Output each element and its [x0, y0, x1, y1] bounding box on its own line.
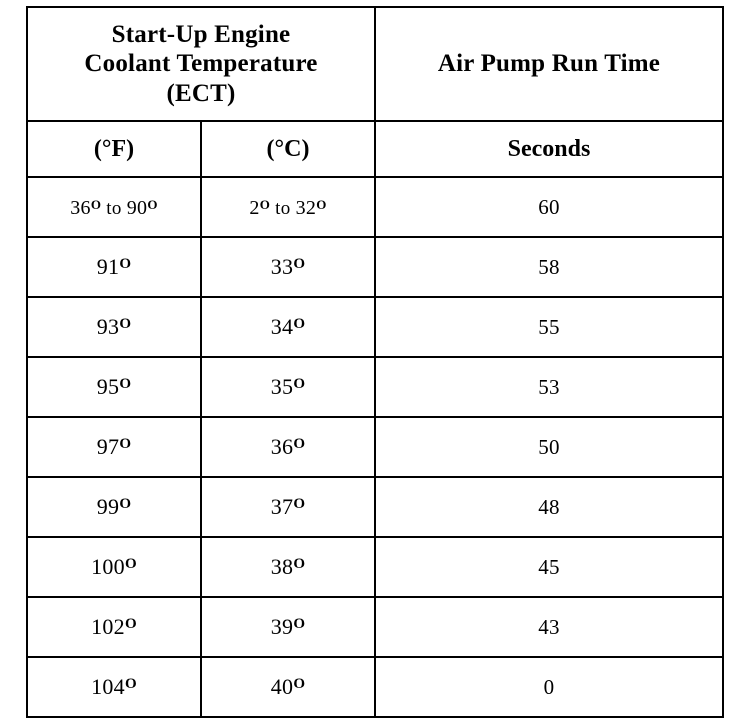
cell-fahrenheit [27, 537, 201, 597]
cell-celsius-value: 36 [270, 434, 294, 459]
degree-symbol-icon: O [293, 676, 306, 692]
degree-symbol-icon: O [293, 556, 306, 572]
cell-fahrenheit [27, 657, 201, 717]
cell-celsius [201, 177, 375, 237]
cell-run-time-seconds: 43 [375, 597, 723, 657]
table-header-row-units [27, 121, 723, 177]
header-ect-title-line3: (ECT) [166, 79, 236, 107]
cell-fahrenheit-value: 100 [91, 554, 125, 579]
degree-symbol-icon: O [293, 256, 306, 272]
header-ect-title-line2: Coolant Temperature [84, 50, 318, 78]
degree-symbol-icon: O [90, 197, 102, 212]
table-row [27, 177, 723, 237]
degree-symbol-icon: O [124, 616, 137, 632]
table-row [27, 537, 723, 597]
table-row [27, 477, 723, 537]
degree-symbol-icon: O [293, 616, 306, 632]
table-body [27, 7, 723, 717]
cell-fahrenheit-value: 97 [96, 434, 120, 459]
table-row [27, 417, 723, 477]
cell-fahrenheit-value: 91 [96, 254, 120, 279]
degree-symbol-icon: O [147, 197, 158, 212]
table-row [27, 357, 723, 417]
cell-run-time-seconds: 45 [375, 537, 723, 597]
degree-symbol-icon: O [119, 376, 132, 392]
cell-celsius-value: 39 [270, 614, 294, 639]
cell-fahrenheit [27, 597, 201, 657]
cell-celsius [201, 537, 375, 597]
cell-fahrenheit-value: 36 [70, 197, 91, 219]
header-unit-seconds: Seconds [375, 121, 723, 177]
cell-fahrenheit-value: 93 [96, 314, 120, 339]
cell-run-time-seconds: 58 [375, 237, 723, 297]
header-unit-celsius: (°C) [201, 121, 375, 177]
cell-fahrenheit [27, 357, 201, 417]
cell-fahrenheit-value: 102 [91, 614, 125, 639]
table-row [27, 297, 723, 357]
table-row [27, 657, 723, 717]
cell-run-time-seconds: 48 [375, 477, 723, 537]
degree-symbol-icon: O [316, 197, 327, 212]
degree-symbol-icon: O [293, 376, 306, 392]
cell-celsius [201, 657, 375, 717]
table-row [27, 597, 723, 657]
cell-fahrenheit-range-separator: to [101, 198, 127, 219]
cell-celsius-value: 38 [270, 554, 294, 579]
cell-run-time-seconds: 55 [375, 297, 723, 357]
degree-symbol-icon: O [119, 256, 132, 272]
cell-run-time-seconds: 0 [375, 657, 723, 717]
cell-run-time-seconds: 60 [375, 177, 723, 237]
header-runtime-title: Air Pump Run Time [375, 7, 723, 121]
header-unit-fahrenheit: (°F) [27, 121, 201, 177]
cell-run-time-seconds: 50 [375, 417, 723, 477]
cell-celsius [201, 417, 375, 477]
cell-celsius [201, 357, 375, 417]
cell-fahrenheit [27, 417, 201, 477]
degree-symbol-icon: O [259, 197, 271, 212]
header-ect-title [27, 7, 375, 121]
cell-celsius [201, 297, 375, 357]
cell-fahrenheit-value: 104 [91, 674, 125, 699]
cell-fahrenheit-value-upper: 90 [126, 197, 148, 219]
cell-celsius-range-separator: to [270, 198, 296, 219]
degree-symbol-icon: O [293, 496, 306, 512]
cell-fahrenheit [27, 237, 201, 297]
cell-celsius-value: 40 [270, 674, 294, 699]
cell-celsius-value: 34 [270, 314, 294, 339]
header-ect-title-line1: Start-Up Engine [111, 20, 291, 48]
degree-symbol-icon: O [124, 556, 137, 572]
degree-symbol-icon: O [119, 316, 132, 332]
cell-fahrenheit [27, 297, 201, 357]
cell-fahrenheit [27, 477, 201, 537]
cell-celsius-value: 33 [270, 254, 294, 279]
degree-symbol-icon: O [293, 436, 306, 452]
cell-celsius-value: 2 [249, 197, 260, 219]
ect-air-pump-run-time-table [26, 6, 724, 718]
cell-celsius [201, 477, 375, 537]
degree-symbol-icon: O [293, 316, 306, 332]
cell-celsius [201, 237, 375, 297]
table-header-row-main [27, 7, 723, 121]
cell-celsius-value-upper: 32 [295, 197, 317, 219]
degree-symbol-icon: O [119, 436, 132, 452]
cell-celsius-value: 37 [270, 494, 294, 519]
cell-fahrenheit-value: 99 [96, 494, 120, 519]
degree-symbol-icon: O [119, 496, 132, 512]
cell-celsius [201, 597, 375, 657]
cell-run-time-seconds: 53 [375, 357, 723, 417]
cell-celsius-value: 35 [270, 374, 294, 399]
table-row [27, 237, 723, 297]
degree-symbol-icon: O [124, 676, 137, 692]
cell-fahrenheit [27, 177, 201, 237]
cell-fahrenheit-value: 95 [96, 374, 120, 399]
